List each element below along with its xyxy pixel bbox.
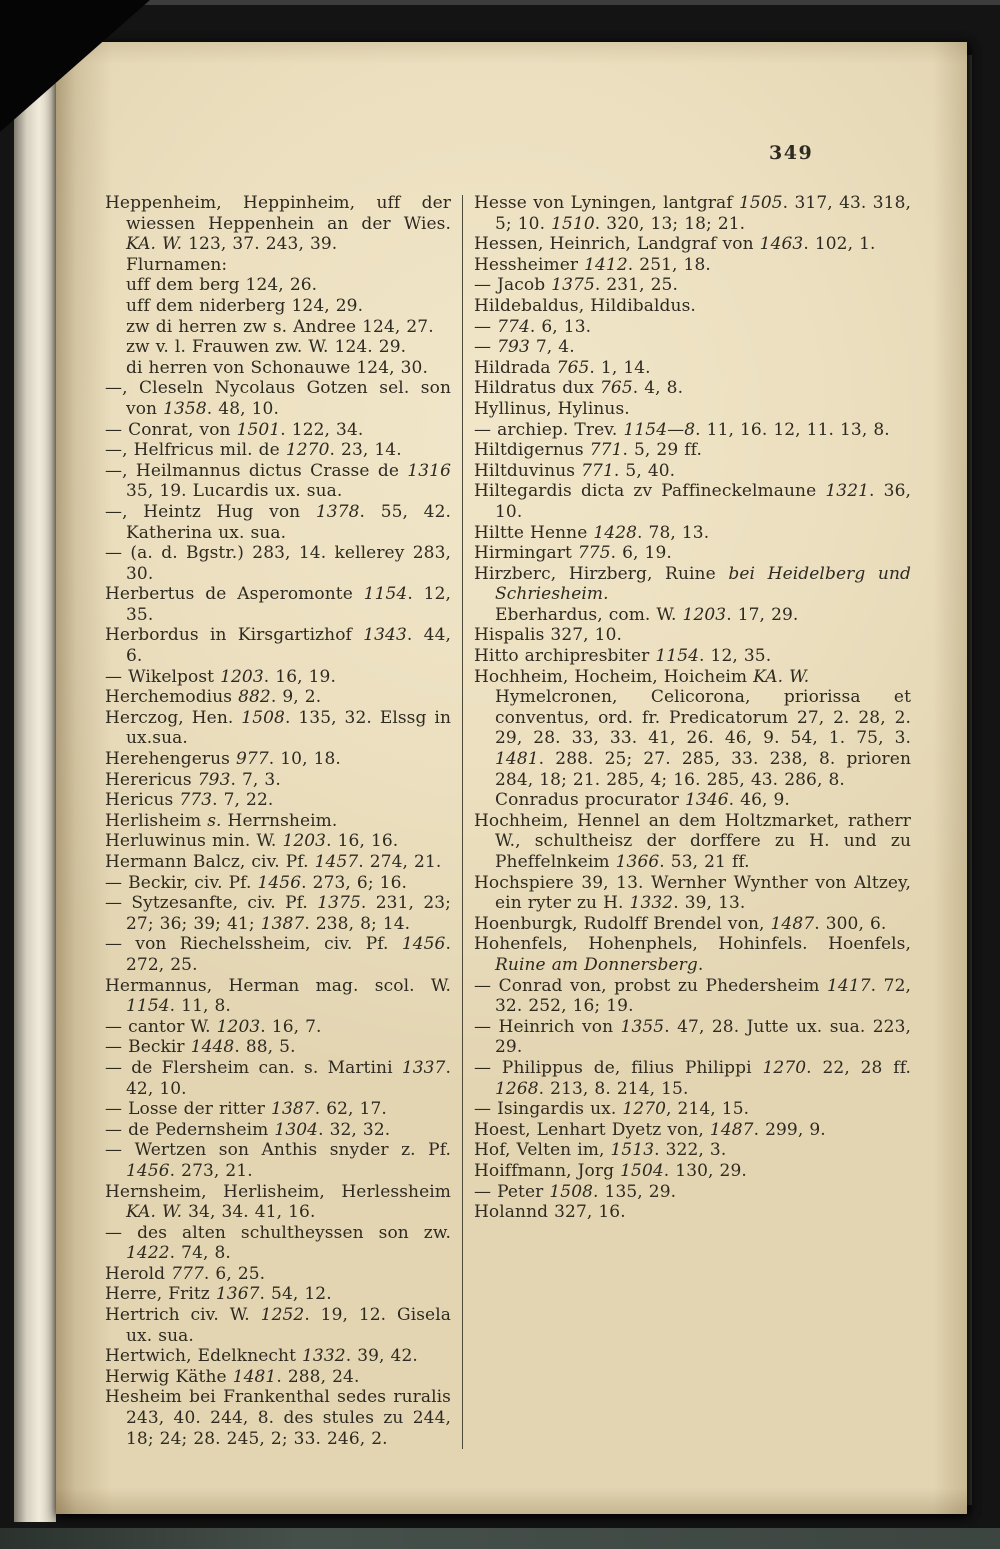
index-entry: Hirmingart 775. 6, 19. <box>474 543 672 564</box>
index-entry: Hochheim, Hennel an dem Holtzmarket, ratherr W., schultheisz der dorffere zu H. und zu Pheffelnkeim 1366. 53, 21 ff. <box>474 810 911 872</box>
index-entry: — des alten schultheyssen son zw. 1422. 74, 8. <box>105 1222 451 1264</box>
index-entry: — von Riechelssheim, civ. Pf. 1456. 272, 25. <box>105 934 451 975</box>
index-entry: Hiltte Henne 1428. 78, 13. <box>474 522 710 543</box>
index-entry: Herlisheim s. Herrnsheim. <box>105 810 338 831</box>
index-entry: Hildratus dux 765. 4, 8. <box>474 378 684 399</box>
book-page-stack-edge <box>14 30 56 1522</box>
index-entry: Hirzberc, Hirzberg, Ruine bei Heidelberg und Schriesheim. <box>474 563 912 605</box>
index-entry: — Sytzesanfte, civ. Pf. 1375. 231, 23; 27; 36; 39; 41; 1387. 238, 8; 14. <box>105 893 451 934</box>
index-entry: — Peter 1508. 135, 29. <box>474 1181 677 1202</box>
index-entry: Hiltegardis dicta zv Paffineckelmaune 1321. 36, 10. <box>474 481 911 522</box>
index-entry: — Wertzen son Anthis snyder z. Pf. 1456. 273, 21. <box>105 1140 451 1181</box>
index-entry: Hesse von Lyningen, lantgraf 1505. 317, 43. 318, 5; 10. 1510. 320, 13; 18; 21. <box>474 193 911 234</box>
index-entry: Hispalis 327, 10. <box>474 625 622 646</box>
index-entry: Hildrada 765. 1, 14. <box>474 357 651 378</box>
index-entry: Herericus 793. 7, 3. <box>105 769 281 790</box>
index-entry: Hericus 773. 7, 22. <box>105 790 274 811</box>
index-entry: Hof, Velten im, 1513. 322, 3. <box>474 1140 727 1161</box>
index-entry: Flurnamen: <box>126 254 228 275</box>
index-entry: Herold 777. 6, 25. <box>105 1263 266 1284</box>
left-column <box>105 193 451 1449</box>
index-entry: Hesheim bei Frankenthal sedes ruralis 243, 40. 244, 8. des stules zu 244, 18; 24; 28. 245, 2; 33. 246, 2. <box>105 1387 451 1449</box>
index-entry: Hoest, Lenhart Dyetz von, 1487. 299, 9. <box>474 1119 826 1140</box>
index-entry: — Conrat, von 1501. 122, 34. <box>105 419 364 440</box>
index-entry: Hymelcronen, Celicorona, priorissa et conventus, ord. fr. Predicatorum 27, 2. 28, 2. 29, 28. 33, 33. 41, 26. 46, 9. 54, 1. 75, 3. 1481. 288. 25; 27. 285, 33. 238, 8. prioren 284, 18; 21. 285, 4; 16. 285, 43. 286, 8. <box>495 687 911 790</box>
page-number: 349 <box>769 142 814 164</box>
index-entry: —, Heintz Hug von 1378. 55, 42. Katherina ux. sua. <box>105 501 452 543</box>
column-divider-rule <box>462 195 463 1449</box>
index-entry: — Heinrich von 1355. 47, 28. Jutte ux. sua. 223, 29. <box>474 1016 911 1058</box>
index-entry: — de Flersheim can. s. Martini 1337. 42, 10. <box>105 1057 451 1099</box>
index-entry: Hiltdigernus 771. 5, 29 ff. <box>474 440 702 461</box>
index-entry: uff dem berg 124, 26. <box>126 275 318 296</box>
index-entry: Conradus procurator 1346. 46, 9. <box>495 790 790 811</box>
index-entry: Hochheim, Hocheim, Hoicheim KA. W. <box>474 666 810 687</box>
index-entry: Hessen, Heinrich, Landgraf von 1463. 102, 1. <box>474 234 876 255</box>
index-entry: — Philippus de, filius Philippi 1270. 22, 28 ff. 1268. 213, 8. 214, 15. <box>474 1057 911 1099</box>
index-entry: — cantor W. 1203. 16, 7. <box>105 1016 322 1037</box>
index-entry: Hohenfels, Hohenphels, Hohinfels. Hoenfels, Ruine am Donnersberg. <box>474 934 911 975</box>
index-entry: — de Pedernsheim 1304. 32, 32. <box>105 1119 391 1140</box>
index-entry: Hochspiere 39, 13. Wernher Wynther von Altzey, ein ryter zu H. 1332. 39, 13. <box>474 872 911 914</box>
index-entry: di herren von Schonauwe 124, 30. <box>126 357 428 378</box>
index-entry: Hertwich, Edelknecht 1332. 39, 42. <box>105 1346 418 1367</box>
index-entry: Herbordus in Kirsgartizhof 1343. 44, 6. <box>105 625 451 667</box>
index-entry: zw v. l. Frauwen zw. W. 124. 29. <box>126 337 407 358</box>
index-entry: Herre, Fritz 1367. 54, 12. <box>105 1284 332 1305</box>
index-entry: — (a. d. Bgstr.) 283, 14. kellerey 283, 30. <box>105 543 451 584</box>
index-entry: Hildebaldus, Hildibaldus. <box>474 295 696 316</box>
index-entry: — archiep. Trev. 1154—8. 11, 16. 12, 11. 13, 8. <box>474 419 890 440</box>
right-column <box>474 193 911 1449</box>
index-entry: — Conrad von, probst zu Phedersheim 1417. 72, 32. 252, 16; 19. <box>474 975 912 1017</box>
index-entry: — Jacob 1375. 231, 25. <box>474 275 678 296</box>
index-entry: zw di herren zw s. Andree 124, 27. <box>126 316 434 337</box>
index-entry: — Beckir, civ. Pf. 1456. 273, 6; 16. <box>105 872 407 893</box>
index-entry: Hermannus, Herman mag. scol. W. 1154. 11, 8. <box>105 975 451 1017</box>
book-page <box>56 42 967 1514</box>
index-entry: Heppenheim, Heppinheim, uff der wiessen Heppenhein an der Wies. KA. W. 123, 37. 243, 39. <box>105 193 451 255</box>
index-entry: —, Cleseln Nycolaus Gotzen sel. son von 1358. 48, 10. <box>105 378 451 419</box>
index-entry: Hessheimer 1412. 251, 18. <box>474 254 711 275</box>
index-entry: Hermann Balcz, civ. Pf. 1457. 274, 21. <box>105 852 442 872</box>
index-entry: — 774. 6, 13. <box>474 316 592 337</box>
index-entry: Hyllinus, Hylinus. <box>474 398 630 419</box>
index-entry: Hitto archipresbiter 1154. 12, 35. <box>474 646 772 667</box>
index-columns <box>105 193 911 1449</box>
index-entry: Herwig Käthe 1481. 288, 24. <box>105 1366 360 1387</box>
index-entry: —, Heilmannus dictus Crasse de 1316 35, 19. Lucardis ux. sua. <box>105 460 451 502</box>
index-entry: Hertrich civ. W. 1252. 19, 12. Gisela ux. sua. <box>105 1305 451 1346</box>
index-entry: Hoiffmann, Jorg 1504. 130, 29. <box>474 1160 747 1181</box>
page-fore-edge <box>967 55 972 1505</box>
index-entry: Hiltduvinus 771. 5, 40. <box>474 460 676 481</box>
index-entry: — Beckir 1448. 88, 5. <box>105 1037 296 1058</box>
photo-edge-bottom <box>0 1528 1000 1549</box>
index-entry: Eberhardus, com. W. 1203. 17, 29. <box>495 604 799 625</box>
index-entry: Herczog, Hen. 1508. 135, 32. Elssg in ux.sua. <box>105 707 451 749</box>
index-entry: Herbertus de Asperomonte 1154. 12, 35. <box>105 584 451 625</box>
index-entry: — 793 7, 4. <box>474 337 575 358</box>
index-entry: — Wikelpost 1203. 16, 19. <box>105 666 336 687</box>
index-entry: Herluwinus min. W. 1203. 16, 16. <box>105 831 399 852</box>
index-entry: Hernsheim, Herlisheim, Herlessheim KA. W. 34, 34. 41, 16. <box>105 1181 451 1223</box>
index-entry: Herehengerus 977. 10, 18. <box>105 749 341 770</box>
index-entry: — Losse der ritter 1387. 62, 17. <box>105 1099 387 1120</box>
index-entry: —, Helfricus mil. de 1270. 23, 14. <box>105 440 402 461</box>
index-entry: Holannd 327, 16. <box>474 1202 626 1223</box>
index-entry: Herchemodius 882. 9, 2. <box>105 687 322 708</box>
index-entry: Hoenburgk, Rudolff Brendel von, 1487. 300, 6. <box>474 913 887 934</box>
index-entry: — Isingardis ux. 1270, 214, 15. <box>474 1099 750 1120</box>
photo-edge-top <box>0 0 1000 5</box>
index-entry: uff dem niderberg 124, 29. <box>126 295 364 316</box>
